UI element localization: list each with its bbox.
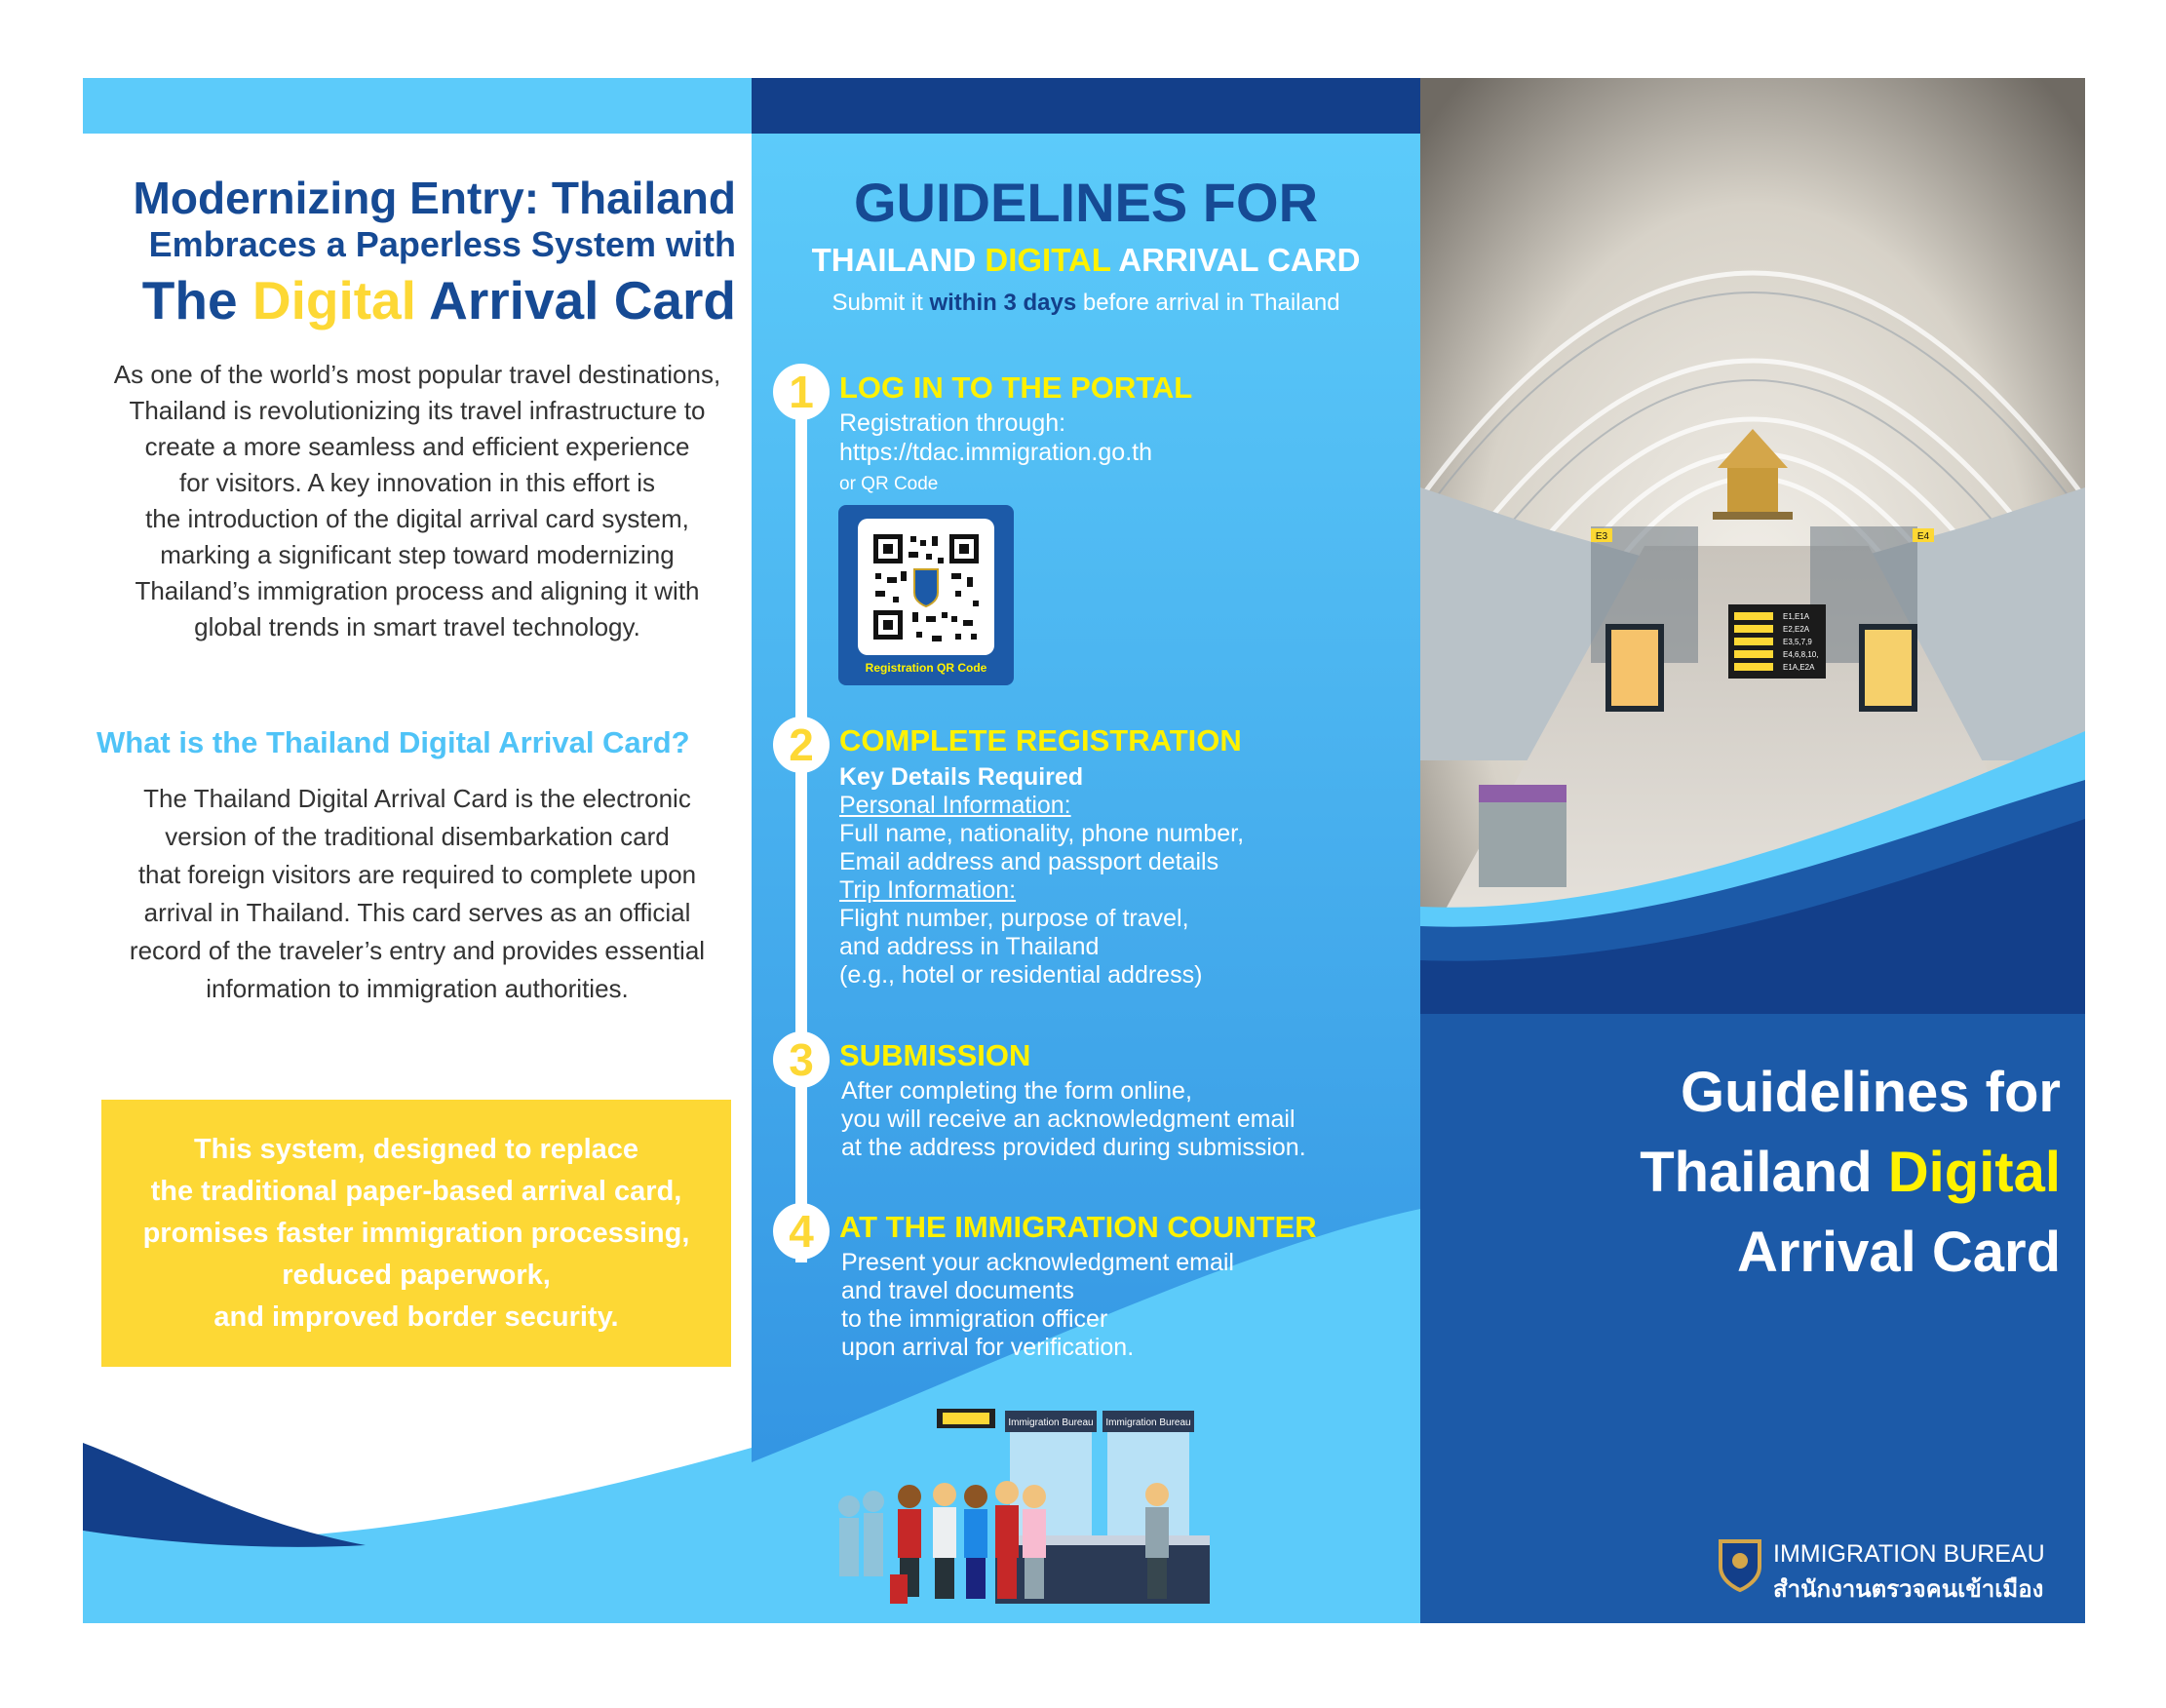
step-2-trip-line: and address in Thailand: [839, 933, 1100, 960]
step-4-title: AT THE IMMIGRATION COUNTER: [839, 1210, 1317, 1244]
step-2-trip-heading: Trip Information:: [839, 876, 1017, 904]
answer-paragraph: [83, 780, 752, 1008]
immigration-counter-illustration: [830, 1399, 1375, 1618]
qr-caption: Registration QR Code: [865, 661, 987, 675]
submit-pre: Submit it: [832, 290, 930, 316]
callout-line: This system, designed to replace: [193, 1134, 639, 1165]
step-3-line: After completing the form online,: [841, 1077, 1192, 1105]
intro-line: As one of the world’s most popular travel destinations,: [113, 360, 721, 389]
title-line-3-post: Arrival Card: [415, 270, 736, 330]
bureau-name-th: สำนักงานตรวจคนเข้าเมือง: [1773, 1576, 2044, 1603]
callout-line: and improved border security.: [213, 1301, 619, 1333]
step-3-number: 3: [773, 1031, 830, 1088]
step-4-number: 4: [773, 1203, 830, 1260]
cover-title: [1420, 1053, 2061, 1293]
airport-sign-line: E4,6,8,10,: [1783, 650, 1819, 659]
title-line-3-pre: The: [141, 270, 252, 330]
immigration-bureau-logo-icon: [1717, 1537, 1763, 1594]
counter-label-2: Immigration Bureau: [1105, 1417, 1191, 1428]
title-line-3-highlight: Digital: [251, 270, 416, 330]
left-panel-top-band: [83, 78, 752, 134]
bureau-name-en: IMMIGRATION BUREAU: [1773, 1540, 2045, 1568]
subheading-pre: THAILAND: [811, 242, 986, 278]
submit-deadline: [752, 290, 1420, 317]
question-heading: What is the Thailand Digital Arrival Card?: [97, 725, 690, 759]
intro-line: marking a significant step toward modernizing: [160, 540, 675, 569]
step-1-title: LOG IN TO THE PORTAL: [839, 370, 1193, 405]
airport-sign-line: E1A,E2A: [1783, 663, 1815, 672]
step-2-personal-line: Full name, nationality, phone number,: [839, 820, 1245, 847]
callout-line: the traditional paper-based arrival card,: [150, 1176, 682, 1207]
cover-line-1: Guidelines for: [1681, 1061, 2061, 1124]
airport-sign-line: E1,E1A: [1783, 612, 1810, 621]
title-line-2: Embraces a Paperless System with: [148, 224, 736, 264]
intro-line: Thailand is revolutionizing its travel infrastructure to: [129, 396, 706, 425]
cover-line-2: [1420, 1133, 2061, 1213]
subheading-highlight: DIGITAL: [985, 242, 1111, 278]
step-2-title: COMPLETE REGISTRATION: [839, 723, 1242, 757]
step-2-number: 2: [773, 717, 830, 773]
step-2-personal-heading: Personal Information:: [839, 792, 1071, 819]
gate-tag: E3: [1595, 531, 1608, 542]
step-4-line: upon arrival for verification.: [841, 1334, 1135, 1361]
left-panel-bottom-wave: [83, 1423, 752, 1623]
step-2-personal-line: Email address and passport details: [839, 848, 1219, 875]
intro-line: Thailand’s immigration process and aligning it with: [135, 576, 700, 605]
submit-bold: within 3 days: [929, 290, 1077, 316]
intro-line: global trends in smart travel technology.: [194, 612, 640, 641]
airport-sign-line: E2,E2A: [1783, 625, 1810, 634]
answer-line: information to immigration authorities.: [206, 974, 629, 1003]
title-line-1: Modernizing Entry: Thailand: [133, 173, 736, 223]
qr-code-icon: [858, 519, 994, 655]
step-4-line: and travel documents: [841, 1277, 1075, 1304]
title-line-3: [83, 269, 736, 331]
answer-line: The Thailand Digital Arrival Card is the electronic: [143, 784, 691, 813]
callout-line: promises faster immigration processing,: [142, 1218, 690, 1249]
left-panel: [83, 78, 752, 1623]
step-1-line1: Registration through:: [839, 409, 1066, 437]
step-1-url[interactable]: https://tdac.immigration.go.th: [839, 439, 1152, 466]
step-4-line: Present your acknowledgment email: [841, 1249, 1234, 1276]
step-2-key-details: Key Details Required: [839, 763, 1084, 791]
cover-line-2-pre: Thailand: [1640, 1141, 1888, 1204]
counter-label-1: Immigration Bureau: [1008, 1417, 1094, 1428]
callout-box: [101, 1100, 731, 1367]
callout-line: reduced paperwork,: [282, 1260, 551, 1291]
step-3-title: SUBMISSION: [839, 1038, 1031, 1072]
airport-terminal-photo: [1420, 78, 2085, 1053]
intro-line: create a more seamless and efficient experience: [144, 432, 690, 461]
step-3-line: you will receive an acknowledgment email: [841, 1106, 1296, 1133]
step-4-line: to the immigration officer: [841, 1305, 1108, 1333]
step-2-trip-line: (e.g., hotel or residential address): [839, 961, 1203, 989]
intro-line: the introduction of the digital arrival card system,: [145, 504, 689, 533]
subheading-post: ARRIVAL CARD: [1110, 242, 1361, 278]
cover-line-2-highlight: Digital: [1887, 1141, 2061, 1204]
submit-post: before arrival in Thailand: [1076, 290, 1340, 316]
intro-line: for visitors. A key innovation in this effort is: [179, 468, 655, 497]
gate-tag: E4: [1916, 531, 1930, 542]
guidelines-heading: GUIDELINES FOR: [853, 172, 1319, 233]
answer-line: that foreign visitors are required to complete upon: [137, 860, 697, 889]
answer-line: arrival in Thailand. This card serves as an official: [143, 898, 691, 927]
intro-paragraph: [83, 357, 752, 645]
step-1-number: 1: [773, 364, 830, 420]
right-panel: [1420, 78, 2085, 1623]
answer-line: version of the traditional disembarkation card: [165, 822, 670, 851]
answer-line: record of the traveler’s entry and provides essential: [129, 936, 706, 965]
airport-sign-line: E3,5,7,9: [1783, 638, 1812, 646]
middle-panel: [752, 78, 1420, 1623]
guidelines-subheading: [752, 242, 1420, 279]
cover-line-3: Arrival Card: [1736, 1221, 2061, 1284]
qr-code-card[interactable]: [838, 505, 1014, 685]
step-1-line3: or QR Code: [839, 474, 939, 494]
step-2-trip-line: Flight number, purpose of travel,: [839, 905, 1189, 932]
step-3-line: at the address provided during submission.: [841, 1134, 1306, 1161]
